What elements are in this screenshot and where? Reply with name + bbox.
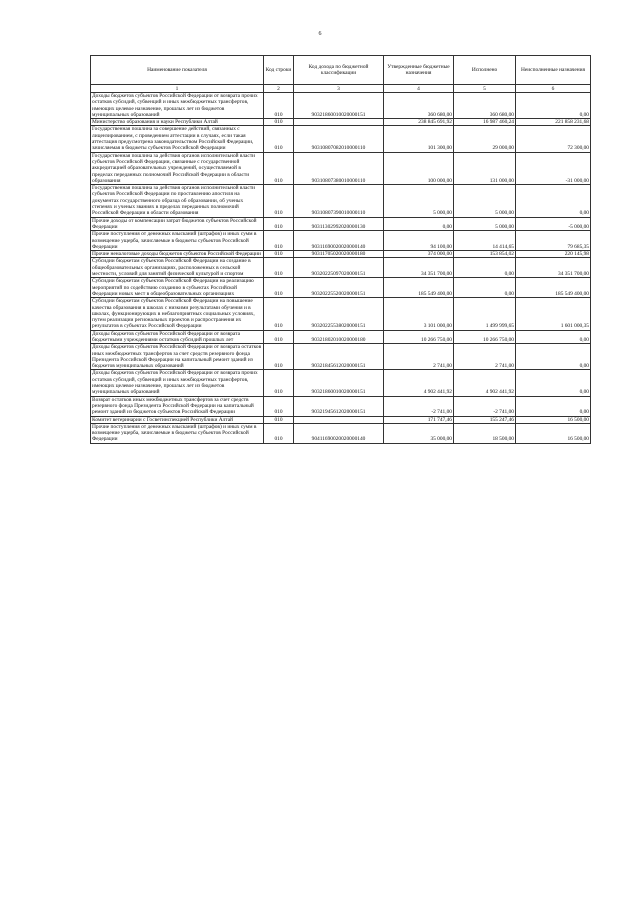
cell-budget-code: 90311302992020000130 [294,217,384,231]
cell-budget-code: 90320225538020000151 [294,298,384,330]
table-row [91,330,591,344]
cell-line-code: 010 [264,231,294,251]
table-row [91,126,591,152]
cell-approved: 374 000,00 [384,251,454,258]
cell-executed: 1 499 999,65 [454,298,516,330]
cell-line-code: 010 [264,330,294,344]
header-line-code: Код строки [264,56,294,85]
cell-indicator-name: Прочие поступления от денежных взысканий (штрафов) и иных сумм в возмещение ущерба, зачисляемые в бюджеты субъектов Российской Федерации [91,231,264,251]
cell-indicator-name: Субсидии бюджетам субъектов Российской Федерации на реализацию мероприятий по содействию созданию в субъектах Российской Федерации новых мест в общеобразовательных организациях [91,278,264,298]
cell-indicator-name: Государственная пошлина за совершение действий, связанных с лицензированием, с проведением аттестации в случаях, если такая аттестация предусмотрена законодательством Российской Федерации, зачисляемая в бюджеты субъектов Российской Федерации [91,126,264,152]
cell-approved: 0,00 [384,217,454,231]
table-row [91,185,591,217]
cell-budget-code: 90311705020020000180 [294,251,384,258]
page-number: 6 [318,31,322,37]
cell-line-code: 010 [264,298,294,330]
cell-indicator-name: Прочие доходы от компенсации затрат бюджетов субъектов Российской Федерации [91,217,264,231]
cell-approved: 35 000,00 [384,423,454,443]
revenue-table [90,55,591,444]
cell-approved: 5 000,00 [384,185,454,217]
cell-indicator-name: Субсидии бюджетам субъектов Российской Федерации на повышение качества образования в школах с низкими результатами обучения и в школах, функционирующих в неблагоприятных социальных условиях, путем реализации региональных проектов и распространения их результатов в субъектах Российской Федерации [91,298,264,330]
cell-unexecuted: 79 685,35 [516,231,591,251]
cell-unexecuted: 1 601 000,35 [516,298,591,330]
cell-line-code: 010 [264,152,294,184]
cell-approved: 2 741,00 [384,344,454,370]
table-row [91,231,591,251]
cell-line-code: 010 [264,370,294,396]
cell-line-code: 010 [264,344,294,370]
cell-indicator-name: Возврат остатков иных межбюджетных трансфертов за счет средств резервного фонда Президента Российской Федерации на капитальный ремонт зданий из бюджетов субъектов Российской Федерации [91,396,264,416]
table-row [91,344,591,370]
cell-line-code: 010 [264,278,294,298]
header-unexecuted: Неисполненные назначения [516,56,591,85]
cell-approved: 238 845 691,92 [384,119,454,126]
cell-unexecuted: 185 549 400,00 [516,278,591,298]
cell-budget-code: 90321860010020000151 [294,370,384,396]
cell-unexecuted: 72 300,00 [516,126,591,152]
header-executed: Исполнено [454,56,516,85]
table-row [91,298,591,330]
header-indicator-name: Наименование показателя [91,56,264,85]
cell-approved: 94 100,00 [384,231,454,251]
cell-executed: 14 414,65 [454,231,516,251]
cell-unexecuted: 16 500,00 [516,416,591,423]
cell-indicator-name: Доходы бюджетов субъектов Российской Федерации от возврата прочих остатков субсидий, субвенций и иных межбюджетных трансфертов, имеющих целевое назначение, прошлых лет из бюджетов муниципальных образований [91,93,264,119]
cell-executed: 155 247,46 [454,416,516,423]
header-approved: Утвержденные бюджетные назначения [384,56,454,85]
cell-budget-code [294,119,384,126]
cell-unexecuted: 220 145,98 [516,251,591,258]
cell-line-code: 010 [264,251,294,258]
cell-budget-code: 90321945612020000151 [294,396,384,416]
cell-unexecuted: 0,00 [516,93,591,119]
cell-executed: 5 000,00 [454,185,516,217]
cell-indicator-name: Субсидии бюджетам субъектов Российской Федерации на создание в общеобразовательных организациях, расположенных в сельской местности, условий для занятий физической культурой и спортом [91,258,264,278]
cell-approved: 171 747,46 [384,416,454,423]
cell-unexecuted: 0,00 [516,396,591,416]
cell-executed: 0,00 [454,258,516,278]
column-number: 4 [384,85,454,93]
cell-approved: 4 902 441,92 [384,370,454,396]
table-header-row [91,56,591,85]
cell-indicator-name: Государственная пошлина за действия органов исполнительной власти субъектов Российской Федерации, связанные с государственной аккредитацией образовательных учреждений, осуществляемой в пределах переданных полномочий Российской Федерации в области образования [91,152,264,184]
column-number: 6 [516,85,591,93]
cell-unexecuted: 0,00 [516,185,591,217]
cell-unexecuted: 0,00 [516,370,591,396]
cell-executed: 2 741,00 [454,344,516,370]
column-number: 5 [454,85,516,93]
cell-budget-code: 90310807390010000110 [294,185,384,217]
column-number: 2 [264,85,294,93]
cell-executed: 10 266 750,00 [454,330,516,344]
cell-indicator-name: Доходы бюджетов субъектов Российской Федерации от возврата прочих остатков субсидий, субвенций и иных межбюджетных трансфертов, имеющих целевое назначение, прошлых лет из бюджетов муниципальных образований [91,370,264,396]
table-row [91,93,591,119]
cell-indicator-name: Прочие поступления от денежных взысканий (штрафов) и иных сумм в возмещение ущерба, зачисляемые в бюджеты субъектов Российской Федерации [91,423,264,443]
cell-approved: 3 101 000,00 [384,298,454,330]
cell-executed: 0,00 [454,278,516,298]
cell-executed: -2 741,00 [454,396,516,416]
cell-approved: 185 549 400,00 [384,278,454,298]
cell-budget-code: 90320225097020000151 [294,258,384,278]
cell-indicator-name: Прочие неналоговые доходы бюджетов субъектов Российской Федерации [91,251,264,258]
header-budget-code: Код дохода по бюджетной классификации [294,56,384,85]
cell-unexecuted: -5 000,00 [516,217,591,231]
cell-indicator-name: Доходы бюджетов субъектов Российской Федерации от возврата бюджетными учреждениями остатков субсидий прошлых лет [91,330,264,344]
cell-indicator-name: Комитет ветеринарии с Госветинспекцией Республики Алтай [91,416,264,423]
cell-approved: 101 300,00 [384,126,454,152]
cell-unexecuted: 16 500,00 [516,423,591,443]
cell-unexecuted: -31 000,00 [516,152,591,184]
column-number: 3 [294,85,384,93]
cell-indicator-name: Министерство образования и науки Республики Алтай [91,119,264,126]
table-row [91,370,591,396]
cell-approved: 10 266 750,00 [384,330,454,344]
cell-budget-code: 90320225520020000151 [294,278,384,298]
cell-budget-code: 90321860010020000151 [294,93,384,119]
cell-approved: -2 741,00 [384,396,454,416]
cell-line-code: 010 [264,185,294,217]
cell-executed: 360 680,00 [454,93,516,119]
cell-budget-code: 90321802010020000180 [294,330,384,344]
cell-budget-code: 90310807082010000110 [294,126,384,152]
cell-budget-code: 90321845612020000151 [294,344,384,370]
cell-line-code: 010 [264,217,294,231]
table-row [91,217,591,231]
cell-line-code: 010 [264,93,294,119]
cell-indicator-name: Доходы бюджетов субъектов Российской Федерации от возврата остатков иных межбюджетных трансфертов за счет средств резервного фонда Президента Российской Федерации на капитальный ремонт зданий из бюджетов муниципальных образований [91,344,264,370]
table-row [91,396,591,416]
cell-budget-code: 90310807380010000110 [294,152,384,184]
cell-approved: 34 351 700,00 [384,258,454,278]
table-row [91,423,591,443]
table-row [91,278,591,298]
cell-line-code: 010 [264,119,294,126]
cell-line-code: 010 [264,258,294,278]
cell-line-code: 010 [264,396,294,416]
cell-budget-code: 90411690020020000140 [294,423,384,443]
cell-budget-code: 90311690020020000140 [294,231,384,251]
cell-line-code: 010 [264,126,294,152]
cell-unexecuted: 0,00 [516,330,591,344]
column-number: 1 [91,85,264,93]
cell-line-code: 010 [264,416,294,423]
table-row [91,152,591,184]
cell-indicator-name: Государственная пошлина за действия органов исполнительной власти субъектов Российской Федерации по проставлению апостиля на документах государственного образца об образовании, об ученых степенях и ученых званиях в пределах переданных полномочий Российской Федерации в области образования [91,185,264,217]
cell-executed: 153 854,02 [454,251,516,258]
table-row [91,251,591,258]
cell-executed: 4 902 441,92 [454,370,516,396]
cell-unexecuted: 0,00 [516,344,591,370]
column-number-row [91,85,591,93]
cell-executed: 29 000,00 [454,126,516,152]
table-row [91,258,591,278]
cell-approved: 100 000,00 [384,152,454,184]
cell-line-code: 010 [264,423,294,443]
cell-executed: 131 000,00 [454,152,516,184]
cell-budget-code [294,416,384,423]
cell-executed: 5 000,00 [454,217,516,231]
table-row [91,119,591,126]
cell-executed: 16 987 460,24 [454,119,516,126]
cell-executed: 18 500,00 [454,423,516,443]
cell-unexecuted: 34 351 700,00 [516,258,591,278]
cell-approved: 360 680,00 [384,93,454,119]
table-row [91,416,591,423]
cell-unexecuted: 221 858 231,68 [516,119,591,126]
